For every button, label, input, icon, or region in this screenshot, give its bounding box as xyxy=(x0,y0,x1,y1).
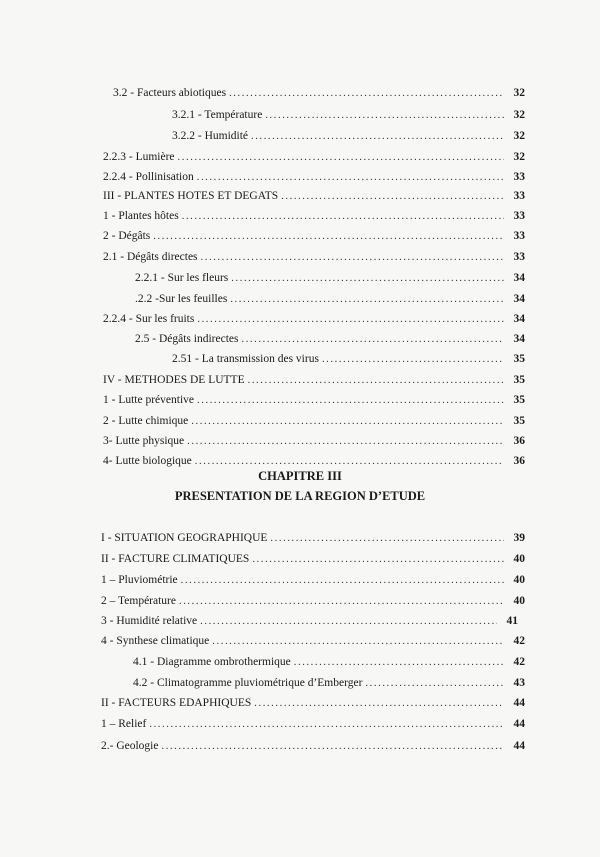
toc-leader-dots xyxy=(187,435,504,449)
toc-entry-page: 33 xyxy=(513,251,525,263)
toc-entry-label: 3.2.2 - Humidité xyxy=(172,130,249,142)
toc-entry xyxy=(103,229,525,244)
toc-entry-page: 43 xyxy=(513,677,525,689)
toc-entry-label: 1 - Plantes hôtes xyxy=(103,210,179,222)
toc-entry-page: 34 xyxy=(513,272,525,284)
toc-entry xyxy=(172,352,525,367)
toc-entry-page: 34 xyxy=(513,293,525,305)
toc-leader-dots xyxy=(212,635,504,649)
toc-leader-dots xyxy=(248,374,504,388)
toc-entry-page: 42 xyxy=(513,656,525,668)
toc-entry-page: 41 xyxy=(506,615,518,627)
toc-leader-dots xyxy=(191,415,504,429)
toc-leader-dots xyxy=(365,677,504,691)
toc-entry-page: 32 xyxy=(513,130,525,142)
toc-entry-page: 35 xyxy=(513,415,525,427)
toc-entry-label: II - FACTURE CLIMATIQUES xyxy=(101,553,250,565)
toc-entry xyxy=(103,150,525,165)
toc-entry-page: 35 xyxy=(513,353,525,365)
toc-leader-dots xyxy=(254,697,504,711)
toc-entry-page: 39 xyxy=(513,532,525,544)
toc-entry xyxy=(103,373,525,388)
toc-entry-page: 33 xyxy=(513,210,525,222)
toc-entry-label: 2 - Lutte chimique xyxy=(103,415,189,427)
toc-entry-label: 1 – Relief xyxy=(101,718,147,730)
toc-entry-label: 4.2 - Climatogramme pluviométrique d’Emberger xyxy=(133,677,363,689)
toc-entry-label: 1 – Pluviométrie xyxy=(101,574,178,586)
toc-entry-label: 3.2 - Facteurs abiotiques xyxy=(113,87,227,99)
toc-entry-label: 4- Lutte biologique xyxy=(103,455,192,467)
toc-entry-label: 2.- Geologie xyxy=(101,740,159,752)
toc-entry-label: 2.5 - Dégâts indirectes xyxy=(135,333,239,345)
toc-entry xyxy=(103,414,525,429)
chapter-subtitle: PRESENTATION DE LA REGION D’ETUDE xyxy=(174,489,426,503)
toc-leader-dots xyxy=(281,190,504,204)
toc-entry xyxy=(101,573,525,588)
toc-leader-dots xyxy=(178,151,504,165)
toc-entry-page: 35 xyxy=(513,374,525,386)
toc-entry-page: 32 xyxy=(513,109,525,121)
chapter-title: CHAPITRE III xyxy=(258,469,342,483)
toc-leader-dots xyxy=(294,656,504,670)
toc-entry-page: 36 xyxy=(513,455,525,467)
toc-entry-page: 40 xyxy=(513,574,525,586)
toc-entry-page: 34 xyxy=(513,313,525,325)
toc-entry-page: 35 xyxy=(513,394,525,406)
toc-entry-label: 2.2.4 - Sur les fruits xyxy=(103,313,195,325)
toc-entry xyxy=(172,108,525,123)
toc-leader-dots xyxy=(195,455,504,469)
toc-entry xyxy=(101,739,525,754)
toc-leader-dots xyxy=(149,718,504,732)
toc-leader-dots xyxy=(197,394,504,408)
toc-entry-label: 1 - Lutte préventive xyxy=(103,394,195,406)
toc-leader-dots xyxy=(197,171,504,185)
toc-entry-label: 4.1 - Diagramme ombrothermique xyxy=(133,656,291,668)
toc-entry-label: .2.2 -Sur les feuilles xyxy=(135,293,228,305)
toc-entry xyxy=(103,454,525,469)
toc-entry-label: IV - METHODES DE LUTTE xyxy=(103,374,245,386)
toc-entry xyxy=(172,129,525,144)
toc-entry-label: 2.2.4 - Pollinisation xyxy=(103,171,194,183)
toc-entry-page: 40 xyxy=(513,595,525,607)
toc-entry-label: I - SITUATION GEOGRAPHIQUE xyxy=(101,532,268,544)
toc-entry-page: 32 xyxy=(513,151,525,163)
toc-entry xyxy=(103,189,525,204)
toc-leader-dots xyxy=(201,251,504,265)
toc-entry xyxy=(103,434,525,449)
toc-entry xyxy=(103,312,525,327)
toc-entry-page: 44 xyxy=(513,697,525,709)
toc-entry-page: 42 xyxy=(513,635,525,647)
toc-entry xyxy=(101,552,525,567)
toc-entry xyxy=(101,634,525,649)
toc-entry-page: 34 xyxy=(513,333,525,345)
toc-entry xyxy=(101,717,525,732)
toc-leader-dots xyxy=(322,353,504,367)
toc-entry-label: 3.2.1 - Température xyxy=(172,109,263,121)
toc-entry xyxy=(103,170,525,185)
toc-entry xyxy=(101,696,525,711)
toc-entry xyxy=(135,332,525,347)
toc-entry xyxy=(133,655,525,670)
toc-entry-label: 2.51 - La transmission des virus xyxy=(172,353,319,365)
toc-entry-label: 2 – Température xyxy=(101,595,176,607)
toc-leader-dots xyxy=(181,574,504,588)
toc-entry-page: 44 xyxy=(513,718,525,730)
toc-leader-dots xyxy=(179,595,504,609)
toc-entry-label: III - PLANTES HOTES ET DEGATS xyxy=(103,190,279,202)
toc-entry xyxy=(135,271,525,286)
toc-leader-dots xyxy=(241,333,504,347)
toc-entry xyxy=(113,86,525,101)
toc-entry xyxy=(103,209,525,224)
toc-entry-page: 44 xyxy=(513,740,525,752)
toc-entry-label: 2 - Dégâts xyxy=(103,230,151,242)
toc-entry-label: 2.2.1 - Sur les fleurs xyxy=(135,272,229,284)
toc-entry-label: 2.1 - Dégâts directes xyxy=(103,251,198,263)
toc-entry-label: 3 - Humidité relative xyxy=(101,615,198,627)
toc-entry-label: 4 - Synthese climatique xyxy=(101,635,210,647)
toc-leader-dots xyxy=(182,210,504,224)
toc-entry-page: 32 xyxy=(513,87,525,99)
toc-entry-label: 3- Lutte physique xyxy=(103,435,185,447)
toc-entry-page: 36 xyxy=(513,435,525,447)
toc-leader-dots xyxy=(197,313,504,327)
toc-entry xyxy=(101,594,525,609)
toc-leader-dots xyxy=(265,109,504,123)
toc-entry-page: 33 xyxy=(513,190,525,202)
toc-leader-dots xyxy=(229,87,504,101)
toc-entry xyxy=(101,614,518,629)
toc-entry-page: 33 xyxy=(513,230,525,242)
toc-entry xyxy=(103,393,525,408)
toc-leader-dots xyxy=(270,532,504,546)
toc-leader-dots xyxy=(161,740,504,754)
toc-entry xyxy=(103,250,525,265)
toc-leader-dots xyxy=(200,615,497,629)
toc-leader-dots xyxy=(153,230,504,244)
toc-entry-label: II - FACTEURS EDAPHIQUES xyxy=(101,697,252,709)
toc-leader-dots xyxy=(231,272,504,286)
toc-leader-dots xyxy=(252,553,504,567)
toc-leader-dots xyxy=(251,130,504,144)
toc-entry xyxy=(133,676,525,691)
toc-entry-page: 40 xyxy=(513,553,525,565)
toc-leader-dots xyxy=(230,293,504,307)
toc-entry xyxy=(101,531,525,546)
toc-entry-label: 2.2.3 - Lumière xyxy=(103,151,175,163)
toc-entry-page: 33 xyxy=(513,171,525,183)
toc-entry xyxy=(135,292,525,307)
